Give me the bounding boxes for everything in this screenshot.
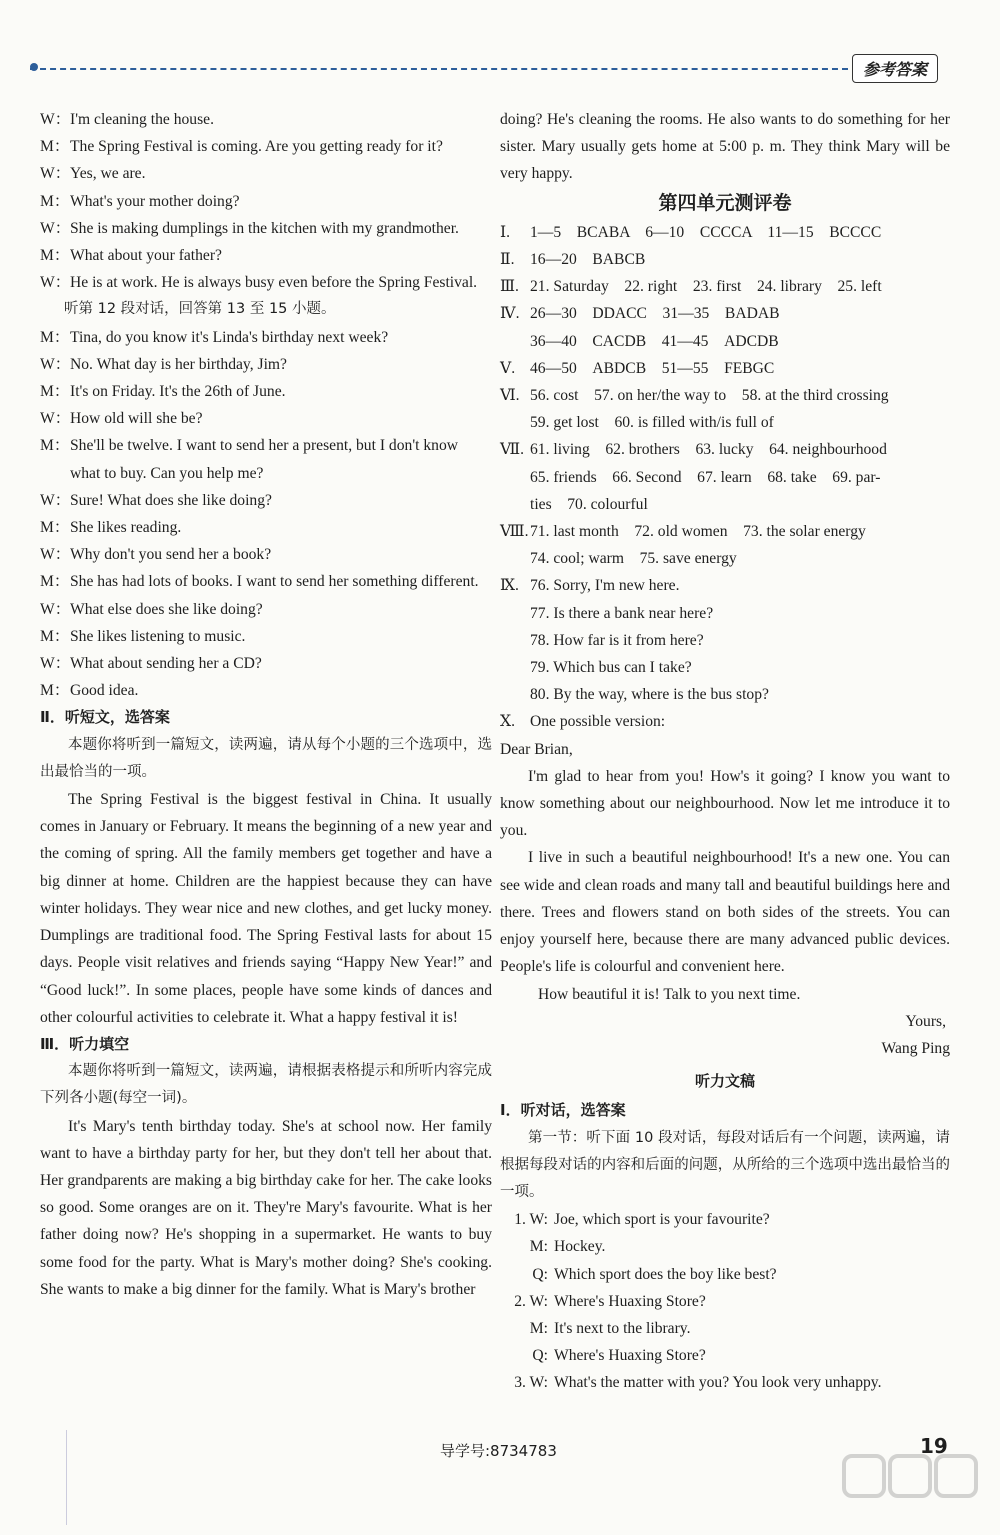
speaker-label: M：: [40, 247, 70, 265]
guide-number: 导学号:8734783: [440, 1442, 557, 1460]
header-rule: [30, 68, 848, 70]
answer-line: [500, 328, 950, 355]
margin-line: [66, 1430, 67, 1525]
unit-title: 第四单元测评卷: [658, 191, 792, 214]
dialogue-text: I'm cleaning the house.: [70, 111, 214, 128]
answer-text: 74. cool; warm 75. save energy: [530, 550, 737, 568]
answer-line: [500, 627, 950, 654]
section-2-heading: Ⅱ．听短文，选答案: [40, 708, 170, 727]
right-column: [500, 106, 950, 1397]
section-3-passage: It's Mary's tenth birthday today. She's at school now. Her family want to have a birthday party for her, but they don't tell her about that. Her grandparents are making a big birthday cake for her. The cake looks so good. Some oranges are on it. They're Mary's favourite. What is her father doing now? He's shopping in a supermarket. He wants to buy some food for the party. What is Mary's mother doing? She's cooking. She wants to make a big dinner for the family. What is Mary's brother: [40, 1117, 492, 1298]
letter-paragraph-3: How beautiful it is! Talk to you next time.: [538, 985, 801, 1003]
answer-section-number: [500, 681, 530, 708]
answer-line: [500, 464, 950, 491]
answer-section-number: [500, 491, 530, 518]
dialogue-text: Yes, we are.: [70, 165, 146, 183]
answer-line: [500, 219, 950, 246]
section-3-instructions: 本题你将听到一篇短文，读两遍，请根据表格提示和所听内容完成下列各小题(每空一词)。: [40, 1063, 492, 1107]
passage-continuation: doing? He's cleaning the rooms. He also wants to do something for her sister. Mary usually gets home at 5:00 p. m. They think Mary will be very happy.: [500, 111, 950, 183]
answer-section-number: Ⅳ.: [500, 305, 520, 323]
answer-key: [500, 219, 950, 736]
dialogue-text: What else does she like doing?: [70, 600, 263, 618]
speaker-label: W：: [40, 111, 71, 128]
dialogue-line: [40, 623, 492, 650]
script-speaker: Q:: [532, 1265, 548, 1283]
speaker-label: M：: [40, 328, 70, 346]
dialogue-text: Why don't you send her a book?: [70, 546, 272, 564]
script-speaker: 3. W:: [514, 1374, 548, 1392]
answer-text: ties 70. colourful: [530, 495, 648, 513]
letter-paragraph-1: I'm glad to hear from you! How's it going? I know you want to know something about our neighbourhood. Now let me introduce it to you.: [500, 767, 950, 840]
answer-text: 79. Which bus can I take?: [530, 659, 692, 677]
script-text: Where's Huaxing Store?: [554, 1347, 706, 1365]
answer-section-number: Ⅹ.: [500, 713, 515, 731]
dialogue-text: It's on Friday. It's the 26th of June.: [70, 383, 286, 401]
answer-text: 1—5 BCABA 6—10 CCCCA 11—15 BCCCC: [530, 223, 882, 241]
speaker-label: W：: [40, 546, 71, 564]
dialogue-line: [40, 487, 492, 514]
letter-closing: Yours,: [905, 1012, 946, 1030]
dialogue-text: What about your father?: [70, 247, 222, 265]
speaker-label: M：: [40, 138, 70, 156]
dialogue-line: [40, 568, 492, 595]
answer-line: [500, 382, 950, 409]
script-speaker: M:: [529, 1238, 548, 1256]
speaker-label: M：: [40, 573, 70, 591]
dialogue-line: [40, 351, 492, 378]
answer-line: [500, 355, 950, 382]
script-line: [500, 1342, 950, 1369]
answer-text: 76. Sorry, I'm new here.: [530, 577, 680, 595]
dialogue-text: She is making dumplings in the kitchen with my grandmother.: [70, 219, 459, 237]
answer-section-number: Ⅷ.: [500, 523, 529, 541]
answer-text: 36—40 CACDB 41—45 ADCDB: [530, 332, 779, 350]
dialogue-line: [40, 650, 492, 677]
answer-section-number: [500, 409, 530, 436]
dialogue-2: [40, 324, 492, 705]
speaker-label: W：: [40, 491, 71, 509]
answer-line: [500, 409, 950, 436]
speaker-label: M：: [40, 437, 70, 455]
speaker-label: M：: [40, 627, 70, 645]
answer-line: [500, 708, 950, 735]
dialogue-line: [40, 133, 492, 160]
script-line: [500, 1369, 950, 1396]
answer-line: [500, 273, 950, 300]
speaker-label: W：: [40, 165, 71, 183]
answer-section-number: [500, 654, 530, 681]
answer-text: 65. friends 66. Second 67. learn 68. take 69. par-: [530, 468, 881, 486]
dialogue-line: [40, 215, 492, 242]
answer-section-number: [500, 464, 530, 491]
answer-line: [500, 572, 950, 599]
answer-section-number: Ⅶ.: [500, 441, 525, 459]
answer-text: 46—50 ABDCB 51—55 FEBGC: [530, 359, 775, 377]
script-line: [500, 1206, 950, 1233]
answer-section-number: [500, 627, 530, 654]
answer-line: [500, 600, 950, 627]
dialogue-text: What about sending her a CD?: [70, 655, 262, 673]
answer-section-number: Ⅰ.: [500, 223, 511, 241]
watermark-logo: [838, 1450, 988, 1530]
dialogue-text: What's your mother doing?: [70, 192, 240, 210]
script-text: What's the matter with you? You look very unhappy.: [554, 1374, 882, 1392]
answer-section-number: Ⅲ.: [500, 278, 519, 296]
dialogue-line: [40, 242, 492, 269]
answer-line: [500, 518, 950, 545]
dialogue-text: She'll be twelve. I want to send her a present, but I don't know what to buy. Can you help me?: [70, 437, 459, 482]
answer-line: [500, 246, 950, 273]
dialogue-text: She likes listening to music.: [70, 627, 246, 645]
answer-text: 71. last month 72. old women 73. the solar energy: [530, 523, 866, 541]
section-2-instructions: 本题你将听到一篇短文，读两遍，请从每个小题的三个选项中，选出最恰当的一项。: [40, 736, 492, 780]
answer-text: 56. cost 57. on her/the way to 58. at the third crossing: [530, 387, 889, 405]
section-2-passage: The Spring Festival is the biggest festival in China. It usually comes in January or February. It means the beginning of a new year and the coming of spring. All the family members get together and have a big dinner at home. Children are the happiest because they can have winter holidays. They wear nice and new clothes, and get lucky money. Dumplings are traditional food. The Spring Festival lasts for about 15 days. People visit relatives and friends saying “Happy New Year!” and “Good luck!”. In some places, people have some kinds of dances and other colourful activities to celebrate it. What a happy festival it is!: [40, 791, 492, 1026]
answer-line: [500, 300, 950, 327]
script-text: Hockey.: [554, 1238, 606, 1256]
speaker-label: W：: [40, 655, 71, 673]
speaker-label: M：: [40, 519, 70, 537]
listening-section-heading: Ⅰ．听对话，选答案: [500, 1101, 626, 1120]
left-column: [40, 106, 492, 1303]
script-text: Joe, which sport is your favourite?: [554, 1211, 770, 1229]
listening-script: [500, 1206, 950, 1396]
answer-text: 21. Saturday 22. right 23. first 24. library 25. left: [530, 278, 882, 296]
dialogue-line: [40, 541, 492, 568]
section-3-heading: Ⅲ．听力填空: [40, 1034, 130, 1053]
answer-text: 78. How far is it from here?: [530, 631, 704, 649]
script-text: Which sport does the boy like best?: [554, 1265, 777, 1283]
speaker-label: M：: [40, 192, 70, 210]
dialogue-text: Sure! What does she like doing?: [70, 491, 272, 509]
script-line: [500, 1261, 950, 1288]
answer-text: One possible version:: [530, 713, 666, 731]
script-text: It's next to the library.: [554, 1319, 691, 1337]
dialogue-line: [40, 269, 492, 296]
dialogue-line: [40, 677, 492, 704]
answer-text: 16—20 BABCB: [530, 251, 646, 269]
speaker-label: M：: [40, 682, 70, 700]
dialogue-line: [40, 432, 492, 486]
answer-line: [500, 654, 950, 681]
dialogue-line: [40, 188, 492, 215]
answer-section-number: [500, 545, 530, 572]
letter-salutation: Dear Brian,: [500, 740, 573, 758]
dialogue-line: [40, 378, 492, 405]
answer-line: [500, 545, 950, 572]
answer-section-number: Ⅱ.: [500, 251, 515, 269]
answer-line: [500, 491, 950, 518]
script-speaker: 2. W:: [514, 1292, 548, 1310]
answer-text: 80. By the way, where is the bus stop?: [530, 686, 769, 704]
letter-paragraph-2: I live in such a beautiful neighbourhood! It's a new one. You can see wide and clean roads and many tall and beautiful buildings here and there. Trees and flowers stand on both sides of the streets. You can enjoy yourself here, because there are many advanced public devices. People's life is colourful and convenient here.: [500, 849, 950, 976]
dialogue-text: He is at work. He is always busy even before the Spring Festival.: [70, 274, 478, 292]
script-speaker: 1. W:: [514, 1211, 548, 1229]
page-number: 19: [920, 1434, 948, 1458]
dialogue-line: [40, 596, 492, 623]
script-line: [500, 1315, 950, 1342]
answer-text: 26—30 DDACC 31—35 BADAB: [530, 305, 780, 323]
header-label: 参考答案: [852, 54, 938, 83]
dialogue-line: [40, 405, 492, 432]
answer-section-number: Ⅴ.: [500, 359, 516, 377]
listening-script-title: 听力文稿: [694, 1072, 755, 1091]
answer-section-number: Ⅸ.: [500, 577, 519, 595]
dialogue-text: How old will she be?: [70, 410, 203, 428]
dialogue-text: Tina, do you know it's Linda's birthday next week?: [70, 328, 389, 346]
script-speaker: Q:: [532, 1347, 548, 1365]
answer-text: 61. living 62. brothers 63. lucky 64. neighbourhood: [530, 441, 887, 459]
speaker-label: W：: [40, 219, 71, 237]
answer-section-number: Ⅵ.: [500, 387, 520, 405]
dialogue-line: [40, 160, 492, 187]
speaker-label: W：: [40, 600, 71, 618]
dialogue-text: The Spring Festival is coming. Are you getting ready for it?: [70, 138, 443, 156]
answer-text: 77. Is there a bank near here?: [530, 604, 714, 622]
speaker-label: W：: [40, 355, 71, 373]
dialogue-text: No. What day is her birthday, Jim?: [70, 355, 287, 373]
dialogue-line: [40, 514, 492, 541]
answer-text: 59. get lost 60. is filled with/is full of: [530, 414, 774, 432]
script-text: Where's Huaxing Store?: [554, 1292, 706, 1310]
speaker-label: W：: [40, 274, 71, 292]
answer-section-number: [500, 328, 530, 355]
script-line: [500, 1233, 950, 1260]
answer-line: [500, 681, 950, 708]
dialogue-line: [40, 106, 492, 133]
answer-section-number: [500, 600, 530, 627]
dialogue-line: [40, 324, 492, 351]
speaker-label: W：: [40, 410, 71, 428]
script-line: [500, 1288, 950, 1315]
answer-line: [500, 436, 950, 463]
instruction-12: 听第 12 段对话，回答第 13 至 15 小题。: [64, 301, 336, 318]
letter-signature: Wang Ping: [881, 1039, 950, 1057]
speaker-label: M：: [40, 383, 70, 401]
dialogue-1: [40, 106, 492, 296]
listening-instructions: 第一节：听下面 10 段对话，每段对话后有一个问题，读两遍，请根据每段对话的内容和后面的问题，从所给的三个选项中选出最恰当的一项。: [500, 1129, 950, 1200]
dialogue-text: She likes reading.: [70, 519, 182, 537]
dialogue-text: She has had lots of books. I want to send her something different.: [70, 573, 479, 591]
dialogue-text: Good idea.: [70, 682, 139, 700]
script-speaker: M:: [529, 1319, 548, 1337]
